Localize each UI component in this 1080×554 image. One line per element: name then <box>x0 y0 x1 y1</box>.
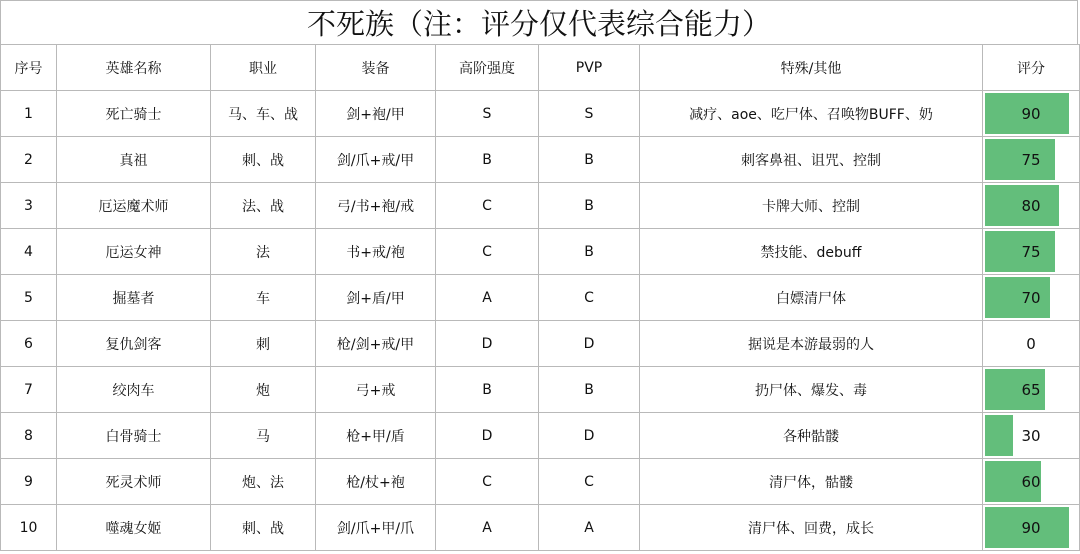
cell-high: D <box>436 413 539 459</box>
cell-score <box>983 367 1080 413</box>
cell-high: C <box>436 183 539 229</box>
cell-name: 噬魂女姬 <box>57 505 211 551</box>
cell-name: 厄运女神 <box>57 229 211 275</box>
score-bar <box>985 231 1055 272</box>
cell-special: 卡牌大师、控制 <box>640 183 983 229</box>
header-gear: 装备 <box>316 45 436 91</box>
cell-special: 清尸体，骷髅 <box>640 459 983 505</box>
cell-special: 各种骷髅 <box>640 413 983 459</box>
cell-pvp: B <box>539 183 640 229</box>
table-row <box>1 183 1080 229</box>
cell-class: 炮 <box>211 367 316 413</box>
cell-score <box>983 505 1080 551</box>
cell-high: A <box>436 275 539 321</box>
cell-class: 车 <box>211 275 316 321</box>
cell-name: 绞肉车 <box>57 367 211 413</box>
cell-no: 10 <box>1 505 57 551</box>
cell-gear: 剑/爪+甲/爪 <box>316 505 436 551</box>
header-row <box>1 45 1080 91</box>
cell-name: 白骨骑士 <box>57 413 211 459</box>
cell-high: C <box>436 229 539 275</box>
cell-high: B <box>436 367 539 413</box>
cell-no: 4 <box>1 229 57 275</box>
score-value: 30 <box>1021 426 1041 445</box>
cell-class: 马、车、战 <box>211 91 316 137</box>
table-row <box>1 413 1080 459</box>
cell-score <box>983 275 1080 321</box>
score-bar <box>985 139 1055 180</box>
cell-gear: 剑+盾/甲 <box>316 275 436 321</box>
cell-score <box>983 321 1080 367</box>
cell-class: 刺、战 <box>211 505 316 551</box>
cell-class: 马 <box>211 413 316 459</box>
cell-class: 刺、战 <box>211 137 316 183</box>
cell-special: 据说是本游最弱的人 <box>640 321 983 367</box>
cell-name: 死亡骑士 <box>57 91 211 137</box>
score-value: 70 <box>1021 288 1041 307</box>
score-value: 75 <box>1021 150 1041 169</box>
score-value: 80 <box>1021 196 1041 215</box>
cell-score <box>983 459 1080 505</box>
cell-no: 6 <box>1 321 57 367</box>
header-pvp: PVP <box>539 45 640 91</box>
table-row <box>1 505 1080 551</box>
cell-special: 刺客鼻祖、诅咒、控制 <box>640 137 983 183</box>
cell-name: 真祖 <box>57 137 211 183</box>
hero-table <box>0 44 1080 551</box>
cell-score <box>983 137 1080 183</box>
score-value: 0 <box>1026 334 1036 353</box>
score-bar <box>985 415 1013 456</box>
score-value: 60 <box>1021 472 1041 491</box>
cell-class: 法 <box>211 229 316 275</box>
cell-no: 8 <box>1 413 57 459</box>
cell-special: 扔尸体、爆发、毒 <box>640 367 983 413</box>
cell-gear: 剑/爪+戒/甲 <box>316 137 436 183</box>
cell-no: 7 <box>1 367 57 413</box>
cell-high: A <box>436 505 539 551</box>
cell-no: 2 <box>1 137 57 183</box>
cell-pvp: B <box>539 137 640 183</box>
cell-pvp: B <box>539 229 640 275</box>
cell-pvp: S <box>539 91 640 137</box>
header-score: 评分 <box>983 45 1080 91</box>
cell-score <box>983 183 1080 229</box>
cell-pvp: B <box>539 367 640 413</box>
table-row <box>1 321 1080 367</box>
cell-no: 1 <box>1 91 57 137</box>
cell-gear: 枪+甲/盾 <box>316 413 436 459</box>
cell-class: 刺 <box>211 321 316 367</box>
table-row <box>1 137 1080 183</box>
score-value: 65 <box>1021 380 1041 399</box>
cell-high: S <box>436 91 539 137</box>
cell-class: 法、战 <box>211 183 316 229</box>
cell-no: 9 <box>1 459 57 505</box>
cell-gear: 剑+袍/甲 <box>316 91 436 137</box>
cell-high: C <box>436 459 539 505</box>
table-row <box>1 459 1080 505</box>
cell-high: D <box>436 321 539 367</box>
cell-no: 5 <box>1 275 57 321</box>
cell-pvp: D <box>539 321 640 367</box>
cell-name: 掘墓者 <box>57 275 211 321</box>
score-value: 75 <box>1021 242 1041 261</box>
cell-pvp: A <box>539 505 640 551</box>
cell-no: 3 <box>1 183 57 229</box>
header-no: 序号 <box>1 45 57 91</box>
table-row <box>1 91 1080 137</box>
cell-pvp: C <box>539 459 640 505</box>
table-row <box>1 229 1080 275</box>
cell-special: 清尸体、回费，成长 <box>640 505 983 551</box>
cell-gear: 枪/杖+袍 <box>316 459 436 505</box>
sheet-title: 不死族（注：评分仅代表综合能力） <box>0 0 1078 44</box>
header-name: 英雄名称 <box>57 45 211 91</box>
cell-gear: 弓/书+袍/戒 <box>316 183 436 229</box>
table-row <box>1 275 1080 321</box>
cell-score <box>983 91 1080 137</box>
cell-score <box>983 413 1080 459</box>
cell-name: 死灵术师 <box>57 459 211 505</box>
cell-pvp: D <box>539 413 640 459</box>
cell-gear: 枪/剑+戒/甲 <box>316 321 436 367</box>
table-row <box>1 367 1080 413</box>
cell-class: 炮、法 <box>211 459 316 505</box>
cell-special: 减疗、aoe、吃尸体、召唤物BUFF、奶 <box>640 91 983 137</box>
cell-gear: 书+戒/袍 <box>316 229 436 275</box>
cell-high: B <box>436 137 539 183</box>
score-value: 90 <box>1021 104 1041 123</box>
cell-name: 厄运魔术师 <box>57 183 211 229</box>
cell-score <box>983 229 1080 275</box>
header-special: 特殊/其他 <box>640 45 983 91</box>
cell-gear: 弓+戒 <box>316 367 436 413</box>
cell-name: 复仇剑客 <box>57 321 211 367</box>
header-high: 高阶强度 <box>436 45 539 91</box>
score-value: 90 <box>1021 518 1041 537</box>
header-class: 职业 <box>211 45 316 91</box>
cell-special: 禁技能、debuff <box>640 229 983 275</box>
cell-pvp: C <box>539 275 640 321</box>
cell-special: 白嫖清尸体 <box>640 275 983 321</box>
